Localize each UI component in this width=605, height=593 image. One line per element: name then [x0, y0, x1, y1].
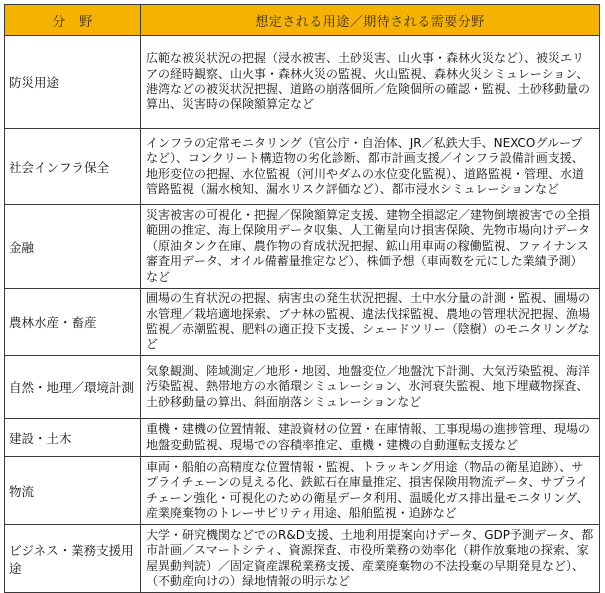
- table-row: [5, 419, 600, 457]
- row-description: インフラの定常モニタリング（官公庁・自治体、JR／私鉄大手、NEXCOグループなど）、コンクリート構造物の劣化診断、都市計画支援／インフラ設備計画支援、地形変位の把握、水位監視（河川やダムの水位変化監視）、道路監視・管理、水道管路監視（漏水検知、漏水リスク評価など）、都市浸水シミュレーションなど: [141, 129, 600, 205]
- demand-table: [4, 4, 600, 593]
- table-row: [5, 289, 600, 356]
- row-field: ビジネス・業務支援用途: [5, 525, 141, 593]
- table-row: [5, 205, 600, 289]
- table-row: [5, 129, 600, 205]
- row-description: 大学・研究機関などでのR&D支援、土地利用提案向けデータ、GDP予測データ、都市計画／スマートシティ、資源探査、市役所業務の効率化（耕作放棄地の探索、家屋異動判読）／固定資産課税業務支援、産業廃棄物の不法投棄の早期発見など）、（不動産向けの）緑地情報の明示など: [141, 525, 600, 593]
- header-row: [5, 5, 600, 36]
- row-field: 農林水産・畜産: [5, 289, 141, 356]
- row-description: 重機・建機の位置情報、建設資材の位置・在庫情報、工事現場の進捗管理、現場の地盤変動監視、現場での容積率推定、重機・建機の自動運転支援など: [141, 419, 600, 457]
- row-field: 建設・土木: [5, 419, 141, 457]
- table-row: [5, 457, 600, 525]
- row-field: 防災用途: [5, 36, 141, 129]
- row-description: 圃場の生育状況の把握、病害虫の発生状況把握、土中水分量の計測・監視、圃場の水管理／栽培適地探索、ブナ林の監視、違法伐採監視、農地の管理状況把握、漁場監視／赤潮監視、肥料の適正投下支援、シェードツリー（陰樹）のモニタリングなど: [141, 289, 600, 356]
- row-field: 自然・地理／環境計測: [5, 356, 141, 419]
- header-field: 分 野: [5, 5, 141, 36]
- row-description: 広範な被災状況の把握（浸水被害、土砂災害、山火事・森林火災など）、被災エリアの経時観察、山火事・森林火災の監視、火山監視、森林火災シミュレーション、港湾などの被災状況把握、道路の崩落個所／危険個所の確認・監視、土砂移動量の算出、災害時の保険額算定など: [141, 36, 600, 129]
- row-description: 車両・船舶の高精度な位置情報・監視、トラッキング用途（物品の衛星追跡）、サプライチェーンの見える化、鉄鉱石在庫量推定、損害保険用物流データ、サプライチェーン強化・可視化のための衛星データ利用、温暖化ガス排出量モニタリング、産業廃棄物のトレーサビリティ用途、船舶監視・追跡など: [141, 457, 600, 525]
- row-field: 社会インフラ保全: [5, 129, 141, 205]
- row-description: 気象観測、陸域測定／地形・地図、地盤変位／地盤沈下計測、大気汚染監視、海洋汚染監視、熱帯地方の水循環シミュレーション、氷河衰失監視、地下埋蔵物探査、土砂移動量の算出、斜面崩落シミュレーションなど: [141, 356, 600, 419]
- header-use: 想定される用途／期待される需要分野: [141, 5, 600, 36]
- row-field: 金融: [5, 205, 141, 289]
- row-description: 災害被害の可視化・把握／保険額算定支援、建物全損認定／建物倒壊被害での全損範囲の推定、海上保険用データ収集、人工衛星向け損害保険、先物市場向けデータ（原油タンク在庫、農作物の育成状況把握、鉱山用車両の稼働監視、ファイナンス審査用データ、オイル備蓄量推定など）、株価予想（車両数を元にした業績予測）など: [141, 205, 600, 289]
- table-row: [5, 36, 600, 129]
- table-wrapper: [4, 4, 600, 593]
- row-field: 物流: [5, 457, 141, 525]
- table-row: [5, 356, 600, 419]
- table-row: [5, 525, 600, 593]
